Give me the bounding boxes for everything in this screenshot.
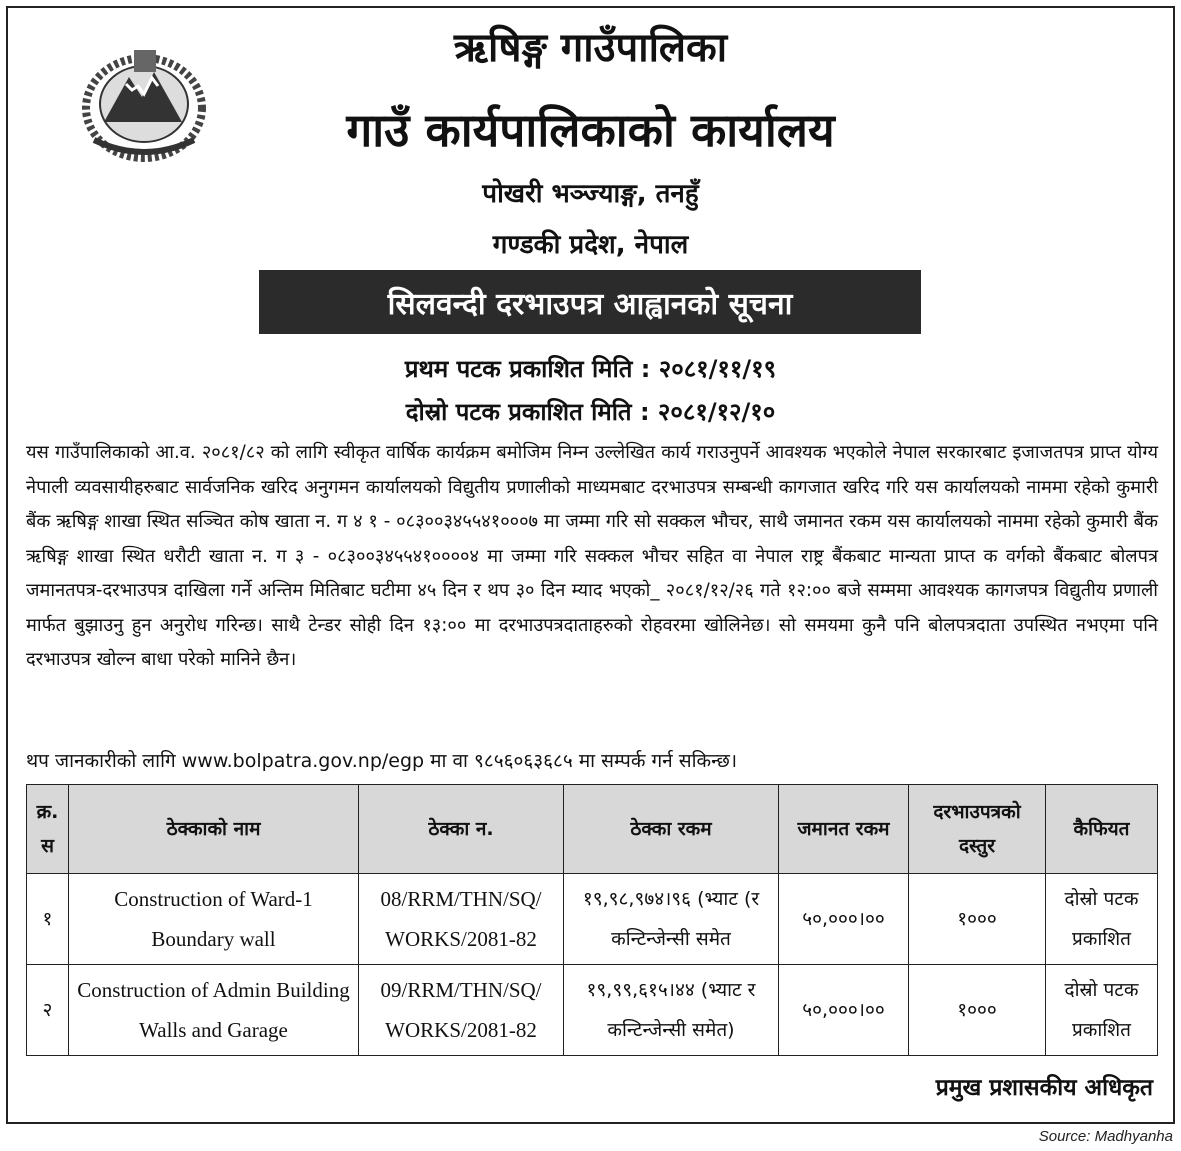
- notice-body: [26, 436, 1158, 678]
- header-bid-fee: दरभाउपत्रको दस्तुर: [909, 785, 1046, 874]
- cell-sn: २: [27, 965, 69, 1056]
- second-published-date: दोस्रो पटक प्रकाशित मिति : २०८१/१२/१०: [405, 398, 776, 426]
- cell-contract-no: 09/RRM/THN/SQ/ WORKS/2081-82: [359, 965, 564, 1056]
- cell-remarks: दोस्रो पटक प्रकाशित: [1046, 874, 1158, 965]
- cell-contract-name: Construction of Admin Building Walls and Garage: [69, 965, 359, 1056]
- cell-contract-no: 08/RRM/THN/SQ/ WORKS/2081-82: [359, 874, 564, 965]
- cell-bid-security: ५०,०००।००: [779, 965, 909, 1056]
- table-row: [27, 874, 1158, 965]
- header-contract-name: ठेक्काको नाम: [69, 785, 359, 874]
- cell-bid-security: ५०,०००।००: [779, 874, 909, 965]
- table-row: [27, 965, 1158, 1056]
- notice-paragraph: यस गाउँपालिकाको आ.व. २०८१/८२ को लागि स्वीकृत वार्षिक कार्यक्रम बमोजिम निम्न उल्लेखित कार्य गराउनुपर्ने आवश्यक भएकोले नेपाल सरकारबाट इजाजतपत्र प्राप्त योग्य नेपाली व्यवसायीहरुबाट सार्वजनिक खरिद अनुगमन कार्यालयको विद्युतीय प्रणालीको माध्यमबाट दरभाउपत्र सम्बन्धी कागजात खरिद गरि यस कार्यालयको नाममा रहेको कुमारी बैंक ऋषिङ्ग शाखा स्थित सञ्चित कोष खाता न. ग ४ १ - ०८३००३४५५४१०००७ मा जम्मा गरि सो सक्कल भौचर, साथै जमानत रकम यस कार्यालयको नाममा रहेको कुमारी बैंक ऋषिङ्ग शाखा स्थित धरौटी खाता न. ग ३ - ०८३००३४५५४१००००४ मा जम्मा गरि सक्कल भौचर सहित वा नेपाल राष्ट्र बैंकबाट मान्यता प्राप्त क वर्गको बैंकबाट बोलपत्र जमानतपत्र-दरभाउपत्र दाखिला गर्ने अन्तिम मितिबाट घटीमा ४५ दिन र थप ३० दिन म्याद भएको_ २०८१/१२/२६ गते १२:०० बजे सम्ममा आवश्यक कागजपत्र विद्युतीय प्रणाली मार्फत बुझाउनु हुन अनुरोध गरिन्छ। साथै टेन्डर सोही दिन १३:०० मा दरभाउपत्रदाताहरुको रोहवरमा खोलिनेछ। सो समयमा कुनै पनि बोलपत्रदाता उपस्थित नभएमा पनि दरभाउपत्र खोल्न बाधा परेको मानिने छैन।: [26, 442, 1158, 670]
- contract-table: [26, 784, 1158, 1056]
- address-line-2: गण्डकी प्रदेश, नेपाल: [492, 230, 689, 260]
- signature-title: प्रमुख प्रशासकीय अधिकृत: [935, 1075, 1153, 1101]
- cell-remarks: दोस्रो पटक प्रकाशित: [1046, 965, 1158, 1056]
- header-bid-security: जमानत रकम: [779, 785, 909, 874]
- cell-sn: १: [27, 874, 69, 965]
- cell-bid-fee: १०००: [909, 965, 1046, 1056]
- source-credit: Source: Madhyanha: [1038, 1128, 1173, 1145]
- table-header-row: [27, 785, 1158, 874]
- header-sn: क्र. स: [27, 785, 69, 874]
- header-remarks: कैफियत: [1046, 785, 1158, 874]
- cell-contract-amount: १९,९८,९७४।९६ (भ्याट (र कन्टिन्जेन्सी समेत: [564, 874, 779, 965]
- cell-contract-name: Construction of Ward-1 Boundary wall: [69, 874, 359, 965]
- header-contract-amount: ठेक्का रकम: [564, 785, 779, 874]
- office-name: गाउँ कार्यपालिकाको कार्यालय: [346, 103, 835, 157]
- municipality-name: ऋषिङ्ग गाउँपालिका: [453, 25, 728, 71]
- cell-bid-fee: १०००: [909, 874, 1046, 965]
- first-published-date: प्रथम पटक प्रकाशित मिति : २०८१/११/१९: [404, 355, 777, 383]
- contact-line: थप जानकारीको लागि www.bolpatra.gov.np/egp मा वा ९८५६०६३६८५ मा सम्पर्क गर्न सकिन्छ।: [26, 750, 738, 772]
- address-line-1: पोखरी भञ्ज्याङ्ग, तनहुँ: [482, 179, 699, 209]
- cell-contract-amount: १९,९९,६१५।४४ (भ्याट र कन्टिन्जेन्सी समेत): [564, 965, 779, 1056]
- notice-title: सिलवन्दी दरभाउपत्र आह्वानको सूचना: [259, 270, 921, 334]
- header-contract-no: ठेक्का न.: [359, 785, 564, 874]
